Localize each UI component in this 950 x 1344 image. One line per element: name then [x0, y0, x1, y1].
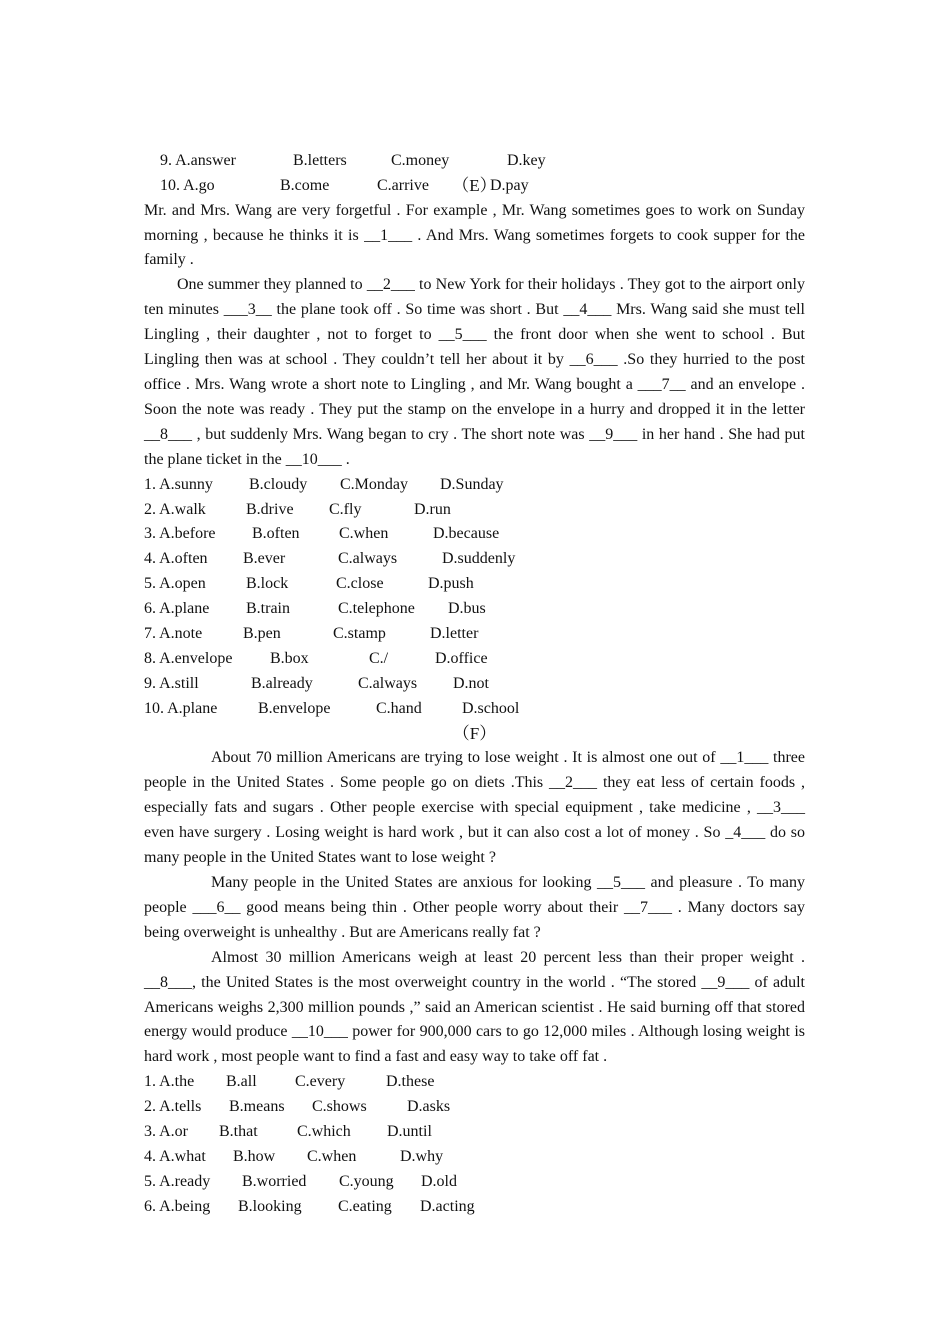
option-a: 3. A.before: [144, 525, 216, 543]
option-b: B.box: [270, 649, 309, 667]
option-b: B.letters: [293, 151, 347, 169]
option-c: C.Monday: [340, 475, 408, 493]
option-b: B.drive: [246, 500, 294, 518]
option-c: C.hand: [376, 699, 422, 717]
option-row: [144, 473, 805, 498]
option-a: 2. A.walk: [144, 500, 206, 518]
option-c: C.always: [358, 674, 418, 692]
option-d: D.acting: [420, 1197, 475, 1215]
option-c: C.every: [295, 1073, 346, 1091]
option-d: D.key: [507, 151, 546, 169]
document-page: [144, 124, 805, 1220]
option-b: B.train: [246, 600, 290, 618]
option-b: B.means: [229, 1098, 285, 1116]
option-b: B.cloudy: [249, 475, 308, 493]
option-c: C.when: [339, 525, 389, 543]
option-d: D.Sunday: [440, 475, 504, 493]
option-b: B.that: [219, 1123, 258, 1140]
option-a: 1. A.the: [144, 1073, 195, 1091]
option-c: C.stamp: [333, 624, 386, 642]
option-b: B.often: [252, 525, 300, 543]
option-a: 6. A.being: [144, 1197, 211, 1215]
option-c: C.telephone: [338, 600, 415, 618]
option-d: D.bus: [448, 600, 486, 618]
option-a: 4. A.what: [144, 1147, 206, 1165]
option-a: 2. A.tells: [144, 1098, 202, 1116]
option-d: D.because: [433, 525, 500, 543]
option-row: [144, 124, 805, 169]
option-b: B.lock: [246, 575, 289, 593]
section-f-heading: （F）: [452, 723, 497, 743]
option-b: B.envelope: [258, 699, 331, 717]
option-a: 5. A.ready: [144, 1172, 211, 1190]
option-d: D.until: [387, 1123, 432, 1140]
option-d: D.asks: [407, 1098, 451, 1116]
option-d: D.pay: [490, 176, 529, 194]
option-a: 10. A.plane: [144, 699, 218, 717]
option-d: D.letter: [430, 624, 479, 642]
option-a: 6. A.plane: [144, 600, 210, 618]
option-d: D.old: [421, 1172, 457, 1190]
option-d: D.these: [386, 1073, 435, 1091]
option-row: [144, 1120, 805, 1145]
option-a: 1. A.sunny: [144, 475, 213, 493]
option-a: 9. A.answer: [160, 151, 236, 169]
option-c: C.which: [297, 1123, 351, 1140]
option-b: B.worried: [242, 1172, 307, 1190]
option-d: D.run: [414, 500, 451, 518]
option-row: [144, 1145, 805, 1170]
section-f-options: [144, 1070, 805, 1219]
option-a: 4. A.often: [144, 550, 208, 568]
option-d: D.not: [453, 674, 489, 692]
option-c: C.fly: [329, 500, 362, 518]
option-row: [144, 622, 805, 647]
option-b: B.come: [280, 176, 330, 194]
option-row: [144, 647, 805, 672]
option-a: 10. A.go: [160, 176, 215, 194]
option-b: B.already: [251, 674, 313, 692]
option-row: [144, 597, 805, 622]
option-d: D.suddenly: [442, 550, 516, 568]
option-row: [144, 547, 805, 572]
option-d: D.school: [462, 699, 520, 717]
section-e-options: [144, 473, 805, 722]
section-e-paragraph-2: One summer they planned to __2___ to New York for their holidays . They got to the airport only ten minutes ___3__ the plane took off . So time was short . But __4___ Mrs. Wang said she must tell Lingling , their daughter , not to forget to __5___ the front door when she went to school . But Lingling then was at school . They couldn’t tell her about it by __6___ .So they hurried to the post office . Mrs. Wang wrote a short note to Lingling , and Mr. Wang bought a ___7__ and an envelope . Soon the note was ready . They put the stamp on the envelope in a hurry and dropped it in the letter __8___ , but suddenly Mrs. Wang began to cry . The short note was __9___ in her hand . She had put the plane ticket in the __10___ .: [144, 276, 805, 468]
option-b: B.how: [233, 1147, 276, 1165]
option-c: C.arrive: [377, 176, 429, 194]
option-c: C./: [369, 649, 389, 667]
section-f-paragraph-1: About 70 million Americans are trying to lose weight . It is almost one out of __1___ three people in the United States . Some people go on diets .This __2___ they eat less of certain foods , especially fats and sugars . Other people exercise with special equipment , take medicine , __3___ even have surgery . Losing weight is hard work , but it can also cost a lot of money . So _4___ do so many people in the United States want to lose weight ?: [144, 749, 805, 867]
option-b: B.all: [226, 1073, 257, 1091]
option-row: [144, 1070, 805, 1095]
option-a: 9. A.still: [144, 674, 199, 692]
option-row: [144, 498, 805, 523]
option-row: [144, 522, 805, 547]
option-a: 7. A.note: [144, 624, 203, 642]
option-d: D.office: [435, 649, 488, 667]
section-f-paragraph-2: Many people in the United States are anxious for looking __5___ and pleasure . To many people ___6__ good means being thin . Other people worry about their __7___ . Many doctors say being overweight is unhealthy . But are Americans really fat ?: [144, 873, 805, 941]
option-d: D.why: [400, 1147, 444, 1165]
section-f-paragraph-3: Almost 30 million Americans weigh at least 20 percent less than their proper weight . __8___, the United States is the most overweight country in the world . “The stored __9___ of adult Americans weighs 2,300 million pounds ,” said an American scientist . He said burning off that stored energy would produce __10___ power for 900,000 cars to go 12,000 miles . Although losing weight is hard work , most people want to find a fast and easy way to take off fat .: [144, 948, 805, 1066]
option-b: B.ever: [243, 550, 286, 568]
option-row: [144, 1095, 805, 1120]
option-b: B.pen: [243, 624, 281, 642]
option-c: C.always: [338, 550, 398, 568]
option-row: [144, 1170, 805, 1195]
option-row: [144, 572, 805, 597]
option-c: C.when: [307, 1147, 357, 1165]
option-c: C.eating: [338, 1197, 392, 1215]
option-c: C.young: [339, 1172, 394, 1190]
section-e-paragraph-1: Mr. and Mrs. Wang are very forgetful . For example , Mr. Wang sometimes goes to work on Sunday morning , because he thinks it is __1___ . And Mrs. Wang sometimes forgets to cook supper for the family .: [144, 201, 805, 269]
option-row: [144, 697, 805, 722]
option-a: 8. A.envelope: [144, 649, 233, 667]
option-b: B.looking: [238, 1197, 302, 1215]
option-row: [144, 1195, 805, 1220]
option-c: C.close: [336, 575, 384, 593]
option-c: C.money: [391, 151, 450, 169]
section-e-heading: （E）: [452, 175, 497, 195]
option-c: C.shows: [312, 1098, 367, 1116]
option-row: [144, 672, 805, 697]
option-a: 5. A.open: [144, 575, 206, 593]
option-a: 3. A.or: [144, 1123, 188, 1140]
option-d: D.push: [428, 575, 474, 593]
